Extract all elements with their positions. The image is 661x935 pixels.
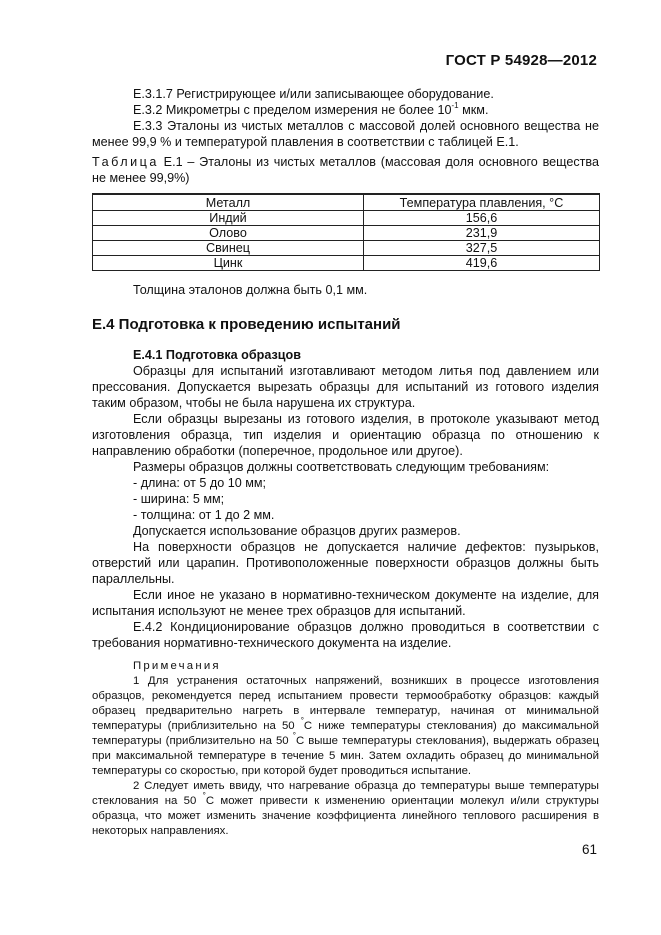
table-cell: 231,9 — [364, 226, 600, 241]
list-item: - длина: от 5 до 10 мм; — [133, 476, 267, 490]
paragraph: Допускается использование образцов других размеров. — [133, 524, 461, 538]
table-cell: Цинк — [93, 256, 364, 271]
table-row — [93, 256, 600, 271]
table-cell: 419,6 — [364, 256, 600, 271]
paragraph: Е.3.2 Микрометры с пределом измерения не более $10^{-1}$ мкм. — [133, 100, 489, 117]
paragraph: Образцы для испытаний изготавливают методом литья под давлением или прессования. Допускается вырезать образцы для испытаний из готового изделия таким образом, чтобы не была нарушена их структура. — [92, 364, 599, 410]
table-row — [93, 226, 600, 241]
table-caption: Таблица Е.1 – Эталоны из чистых металлов (массовая доля основного вещества не менее 99,9%) — [92, 155, 599, 185]
document-header: ГОСТ Р 54928—2012 — [445, 52, 597, 69]
list-item: - ширина: 5 мм; — [133, 492, 225, 506]
note-item: 2 Следует иметь ввиду, что нагревание образца до температуры выше температуры стеклования на 50 °С может привести к изменению ориентации молекул и/или структуры образца, что может изменить значение коэффициента линейного теплового расширения в некоторых направлениях. — [92, 780, 599, 837]
table-row — [93, 241, 600, 256]
table-cell: Свинец — [93, 241, 364, 256]
subsection-title: Е.4.1 Подготовка образцов — [133, 348, 301, 362]
table-cell: 327,5 — [364, 241, 600, 256]
paragraph: Если иное не указано в нормативно-техническом документе на изделие, для испытания используют не менее трех образцов для испытаний. — [92, 588, 599, 618]
table-row — [93, 211, 600, 226]
paragraph: Е.3.3 Эталоны из чистых металлов с массовой долей основного вещества не менее 99,9 % и температурой плавления в соответствии с таблицей Е.1. — [92, 119, 599, 149]
notes-block — [92, 659, 599, 839]
paragraph: Толщина эталонов должна быть 0,1 мм. — [133, 283, 368, 297]
table-cell: Индий — [93, 211, 364, 226]
list-item: - толщина: от 1 до 2 мм. — [133, 508, 275, 522]
column-header-melting-temperature: Температура плавления, °С — [364, 194, 600, 211]
table-cell: Олово — [93, 226, 364, 241]
section-title: Е.4 Подготовка к проведению испытаний — [92, 316, 401, 333]
note-item: 1 Для устранения остаточных напряжений, возникших в процессе изготовления образцов, рекомендуется перед испытанием провести термообработку образцов: каждый образец предварительно нагреть в интервале температур, начиная от минимальной температуры (приблизительно на 50 °С ниже температуры стеклования) до максимальной температуры (приблизительно на 50 °С выше температуры стеклования), выдержать образец при максимальной температуре в течение 5 мин. Затем охладить образец до минимальной температуры со скоростью, при которой будет проводиться испытание. — [92, 675, 600, 777]
superscript: -1 — [451, 100, 459, 110]
paragraph: Е.4.2 Кондиционирование образцов должно проводиться в соответствии с требования нормативно-технического документа на изделие. — [92, 620, 599, 650]
paragraph: На поверхности образцов не допускается наличие дефектов: пузырьков, отверстий или царапин. Противоположенные поверхности образцов должны быть параллельны. — [92, 540, 599, 586]
notes-title: Примечания — [133, 660, 221, 672]
paragraph: Е.3.1.7 Регистрирующее и/или записывающее оборудование. — [133, 87, 494, 101]
page-number: 61 — [581, 842, 597, 857]
table-cell: 156,6 — [364, 211, 600, 226]
column-header-metal: Металл — [93, 194, 364, 211]
metals-table — [92, 193, 600, 271]
page-content — [92, 86, 599, 839]
paragraph: Если образцы вырезаны из готового изделия, в протоколе указывают метод изготовления образца, тип изделия и ориентацию образца по отношению к направлению обработки (поперечное, продольное или другое). — [92, 412, 599, 458]
paragraph: Размеры образцов должны соответствовать следующим требованиям: — [133, 460, 550, 474]
